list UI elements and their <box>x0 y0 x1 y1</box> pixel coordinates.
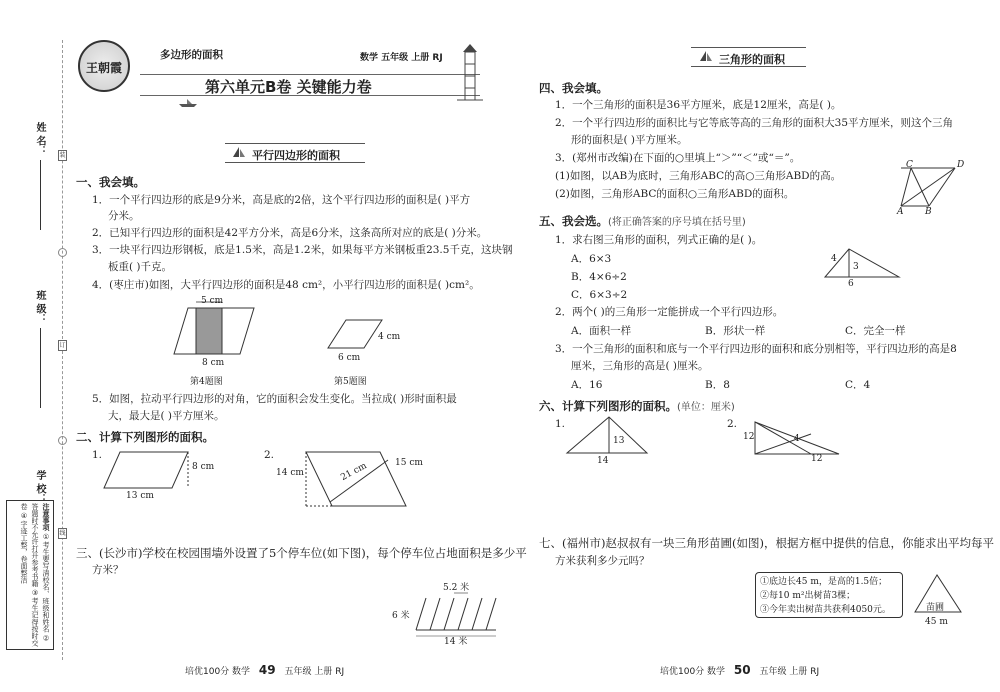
fig5-side-label: 4 cm <box>378 332 401 342</box>
school-label: 学 校： <box>34 470 45 504</box>
page-number-right: 50 <box>733 663 751 677</box>
question-1-3-cont: 板重( )千克。 <box>108 261 173 273</box>
option-5-3-b[interactable]: B．8 <box>705 379 730 391</box>
question-4-2-cont: 形的面积是( )平方厘米。 <box>571 134 688 146</box>
part2-figure-1 <box>100 446 200 496</box>
p2f1-bottom-label: 13 cm <box>126 491 154 501</box>
notice-title: 注意事项 <box>42 503 50 531</box>
p2f2-left-label: 14 cm <box>276 468 304 478</box>
label-b: B <box>925 207 932 217</box>
info-box <box>755 572 903 618</box>
name-label: 姓 名： <box>34 122 45 156</box>
label-d: D <box>957 160 965 170</box>
option-5-3-c[interactable]: C．4 <box>845 379 871 391</box>
footer-left <box>185 663 344 677</box>
p6f1-base-label: 14 <box>597 456 609 466</box>
nursery-base-label: 45 m <box>925 617 948 627</box>
part6-heading <box>539 399 735 415</box>
part1-heading: 一、我会填。 <box>76 175 145 189</box>
info-item-1: ①底边长45 m，是高的1.5倍； <box>760 577 888 587</box>
nursery-label: 苗圃 <box>926 603 945 613</box>
question-1-2: 2．已知平行四边形的面积是42平方分米，高是6分米，这条高所对应的底是( )分米。 <box>92 227 488 239</box>
fig51-side-label: 4 <box>831 254 837 264</box>
fig5-bottom-label: 6 cm <box>338 353 361 363</box>
question-5-2: 2．两个( )的三角形一定能拼成一个平行四边形。 <box>555 306 784 318</box>
footer-left-prefix: 培优100分 数学 <box>185 667 251 677</box>
gutter-mark-1: 装 <box>59 152 66 159</box>
part7-heading-cont: 方米获利多少元吗？ <box>555 555 650 567</box>
part7-heading: 七、(福州市)赵叔叔有一块三角形苗圃(如图)，根据方框中提供的信息，你能求出平均每平 <box>539 536 994 550</box>
question-1-1: 1．一个平行四边形的底是9分米，高是底的2倍，这个平行四边形的面积是( )平方 <box>92 194 471 206</box>
question-1-4: 4．(枣庄市)如图，大平行四边形的面积是48 cm²，小平行四边形的面积是( )cm²。 <box>92 279 480 291</box>
part6-triangle-1 <box>565 415 649 457</box>
notice-item: ①考生要写清校名、班级和姓名 <box>42 533 50 633</box>
sail-icon <box>232 146 246 162</box>
parking-bottom-label: 14 米 <box>444 637 468 647</box>
notice-item: ②答题时不允许打开参考书籍 <box>31 503 50 643</box>
question-1-3: 3．一块平行四边形钢板，底是1.5米，高是1.2米，如果每平方米钢板重23.5千克，这块钢 <box>92 244 513 256</box>
option-5-1-a[interactable]: A．6×3 <box>571 253 612 265</box>
fig5-caption: 第5题图 <box>334 377 367 387</box>
p6f1-height-label: 13 <box>613 436 625 446</box>
part2-number-2: 2. <box>264 449 275 461</box>
triangle-figure-5-1 <box>823 245 903 283</box>
part6-number-1: 1. <box>555 418 566 430</box>
part5-hint: (将正确答案的序号填在括号里) <box>608 217 746 228</box>
p2f2-diag-label: 21 cm <box>339 461 369 483</box>
figure-5-parallelogram <box>326 314 386 354</box>
question-5-3-cont: 厘米，三角形的高是( )厘米。 <box>571 360 709 372</box>
notice-item: ④字迹工整，卷面整洁 <box>20 512 28 584</box>
book-meta: 数学 五年级 上册 RJ <box>360 53 443 63</box>
fig4-caption: 第4题图 <box>190 377 223 387</box>
ship-icon <box>178 98 198 106</box>
brand-logo <box>78 40 130 92</box>
info-item-2: ②每10 m²出树苗3棵； <box>760 591 856 601</box>
option-5-1-c[interactable]: C．6×3÷2 <box>571 289 628 301</box>
fig4-top-label: 5 cm <box>201 296 224 306</box>
label-c: C <box>906 160 913 170</box>
logo-name: 王朝霞 <box>85 61 122 75</box>
notice-item: ③考生记得按时交卷 <box>20 503 39 647</box>
page-title: 第六单元B卷 关键能力卷 <box>205 78 372 96</box>
question-5-1: 1．求右图三角形的面积，列式正确的是( )。 <box>555 234 763 246</box>
gutter-mark-3: 线 <box>59 530 66 537</box>
option-5-2-b[interactable]: B．形状一样 <box>705 325 766 337</box>
p6f2-left-label: 12 <box>743 432 755 442</box>
parking-spaces-figure <box>410 590 502 640</box>
parking-left-label: 6 米 <box>392 611 410 621</box>
part2-number-1: 1. <box>92 449 103 461</box>
footer-left-suffix: 五年级 上册 RJ <box>284 667 345 677</box>
page-number-left: 49 <box>258 663 276 677</box>
question-1-5-cont: 大，最大是( )平方厘米。 <box>108 410 225 422</box>
info-item-3: ③今年卖出树苗共获利4050元。 <box>760 605 891 615</box>
option-5-2-c[interactable]: C．完全一样 <box>845 325 906 337</box>
sail-icon <box>699 50 713 66</box>
question-4-3: 3．(郑州市改编)在下面的○里填上“＞”“＜”或“＝”。 <box>555 152 801 164</box>
label-a: A <box>897 207 904 217</box>
question-1-1-cont: 分米。 <box>108 210 140 222</box>
part5-heading <box>539 214 746 230</box>
footer-right-suffix: 五年级 上册 RJ <box>759 667 820 677</box>
gutter-mark-2: 订 <box>59 342 66 349</box>
question-4-3-2: (2)如图，三角形ABC的面积○三角形ABD的面积。 <box>555 188 795 200</box>
question-4-2: 2．一个平行四边形的面积比与它等底等高的三角形的面积大35平方厘米，则这个三角 <box>555 117 954 129</box>
parking-top-label: 5.2 米 <box>443 583 470 593</box>
part2-figure-2 <box>300 446 412 514</box>
fig51-base-label: 6 <box>848 279 854 289</box>
class-label: 班 级： <box>34 290 45 324</box>
section-title: 平行四边形的面积 <box>252 149 340 162</box>
part4-heading: 四、我会填。 <box>539 81 608 95</box>
part6-number-2: 2. <box>727 418 738 430</box>
section-title: 三角形的面积 <box>719 53 785 66</box>
p2f1-side-label: 8 cm <box>192 462 215 472</box>
part3-heading-cont: 方米？ <box>92 564 124 576</box>
fig4-bottom-label: 8 cm <box>202 358 225 368</box>
part2-heading: 二、计算下列图形的面积。 <box>76 430 214 444</box>
unit-topic: 多边形的面积 <box>160 49 223 61</box>
option-5-2-a[interactable]: A．面积一样 <box>571 325 632 337</box>
lighthouse-icon <box>453 42 487 104</box>
part6-heading-text: 六、计算下列图形的面积。 <box>539 399 677 413</box>
fig51-height-label: 3 <box>853 262 859 272</box>
p6f2-mid-label: 4 <box>794 434 800 444</box>
p6f2-base-label: 12 <box>811 454 823 464</box>
part6-hint: (单位：厘米) <box>677 402 735 413</box>
part3-heading: 三、(长沙市)学校在校园围墙外设置了5个停车位(如下图)，每个停车位占地面积是多少平 <box>76 546 527 560</box>
right-page <box>505 0 1000 692</box>
part5-heading-text: 五、我会选。 <box>539 214 608 228</box>
question-4-1: 1．一个三角形的面积是36平方厘米，底是12厘米，高是( )。 <box>555 99 842 111</box>
footer-right-prefix: 培优100分 数学 <box>660 667 726 677</box>
question-4-3-1: (1)如图，以AB为底时，三角形ABC的高○三角形ABD的高。 <box>555 170 842 182</box>
option-5-3-a[interactable]: A．16 <box>571 379 603 391</box>
option-5-1-b[interactable]: B．4×6÷2 <box>571 271 627 283</box>
p2f2-right-label: 15 cm <box>395 458 423 468</box>
question-5-3: 3．一个三角形的面积和底与一个平行四边形的面积和底分别相等，平行四边形的高是8 <box>555 343 957 355</box>
question-1-5: 5．如图，拉动平行四边形的对角，它的面积会发生变化。当拉成( )形时面积最 <box>92 393 457 405</box>
footer-right <box>660 663 819 677</box>
